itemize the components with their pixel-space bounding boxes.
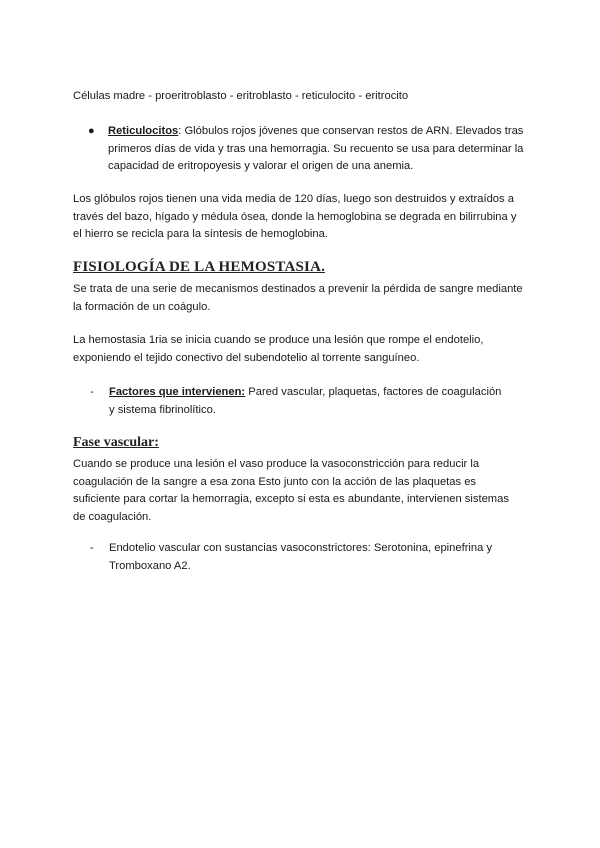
term-factores: Factores que intervienen: <box>109 386 246 398</box>
hemostasia-paragraph-1: Se trata de una serie de mecanismos destinados a prevenir la pérdida de sangre mediante la formación de un coágulo. <box>73 283 523 313</box>
section-heading-fase-vascular: Fase vascular: <box>73 435 159 450</box>
dash-marker: - <box>90 386 94 398</box>
factores-definition: Pared vascular, plaquetas, factores de coagulación y sistema fibrinolítico. <box>109 386 502 416</box>
reticulocitos-definition: : Glóbulos rojos jóvenes que conservan restos de ARN. Elevados tras primeros días de vida y tras una hemorragia. Su recuento se usa para determinar la capacidad de eritropoyesis y valorar el origen de una anemia. <box>108 125 524 172</box>
bullet-marker: ● <box>88 125 95 137</box>
endotelio-text: Endotelio vascular con sustancias vasoconstrictores: Serotonina, epinefrina y Tromboxano A2. <box>109 542 493 572</box>
dash-marker: - <box>90 542 94 554</box>
reticulocitos-text <box>108 123 528 176</box>
cell-lineage-line: Células madre - proeritroblasto - eritroblasto - reticulocito - eritrocito <box>73 90 409 102</box>
term-reticulocitos: Reticulocitos <box>108 125 179 137</box>
factores-text <box>109 384 509 419</box>
globulos-paragraph: Los glóbulos rojos tienen una vida media de 120 días, luego son destruidos y extraídos a través del bazo, hígado y médula ósea, donde la hemoglobina se degrada en bilirrubina y el hierro se recicla para la síntesis de hemoglobina. <box>73 193 517 240</box>
hemostasia-paragraph-2: La hemostasia 1ria se inicia cuando se produce una lesión que rompe el endotelio, exponiendo el tejido conectivo del subendotelio al torrente sanguíneo. <box>73 334 484 364</box>
fase-vascular-paragraph: Cuando se produce una lesión el vaso produce la vasoconstricción para reducir la coagulación de la sangre a esa zona Esto junto con la acción de las plaquetas es suficiente para cortar la hemorragia, excepto si esta es abundante, intervienen sistemas de coagulación. <box>73 458 509 523</box>
section-heading-hemostasia: FISIOLOGÍA DE LA HEMOSTASIA. <box>73 259 326 275</box>
